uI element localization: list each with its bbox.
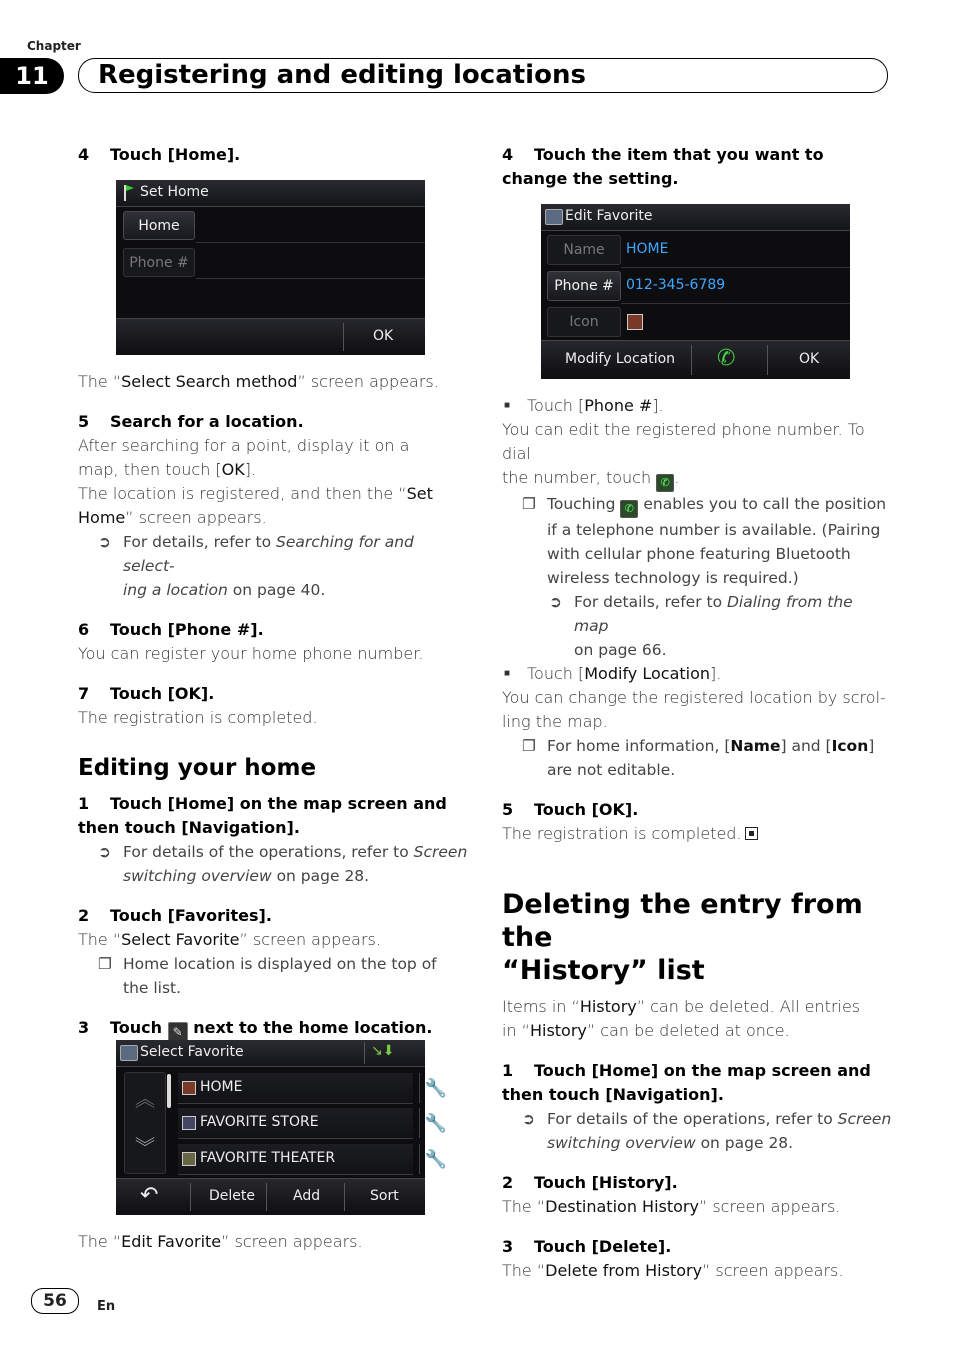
- paragraph: ling the map.: [502, 712, 608, 731]
- text: on page 66.: [574, 641, 667, 659]
- language-label: En: [97, 1299, 116, 1314]
- step-heading: [78, 1016, 468, 1042]
- screen-footer: [116, 318, 425, 355]
- checkbox-icon: ❐: [522, 495, 536, 513]
- reference-note: [502, 590, 892, 662]
- text: ” screen appears.: [239, 930, 381, 949]
- paragraph: You can edit the registered phone number. To dial: [502, 420, 865, 463]
- list-item[interactable]: [178, 1144, 413, 1175]
- text: with cellular phone featuring Bluetooth: [547, 545, 851, 563]
- bold-text: Set: [406, 484, 433, 503]
- bold-text: History: [529, 1021, 587, 1040]
- bold-text: Select Favorite: [121, 930, 240, 949]
- separator: [344, 1183, 345, 1211]
- step-number: 2: [78, 906, 90, 925]
- icon-button[interactable]: Icon: [547, 307, 621, 337]
- arrow-icon: ➲: [98, 533, 111, 551]
- text: For details, refer to: [574, 593, 727, 611]
- step-heading: [502, 1235, 892, 1259]
- sort-button[interactable]: Sort: [370, 1188, 399, 1204]
- screen-title: Select Favorite: [140, 1044, 244, 1060]
- text: The location is registered, and then the “: [78, 484, 407, 503]
- text: ” screen appears.: [698, 1197, 841, 1216]
- step-number: 5: [502, 800, 514, 819]
- nav-sort-icon[interactable]: ↘⬇: [371, 1043, 395, 1059]
- bold-text: History: [579, 997, 637, 1016]
- arrow-icon: ➲: [549, 593, 562, 611]
- paragraph: [502, 1019, 892, 1043]
- text: ” screen appears.: [702, 1261, 844, 1280]
- reference-note: [78, 840, 468, 888]
- text: For details of the operations, refer to: [547, 1110, 838, 1128]
- list-item-label: FAVORITE THEATER: [200, 1150, 336, 1166]
- paragraph: [78, 1230, 468, 1254]
- phone-call-icon: ✆: [656, 474, 674, 492]
- paragraph: The registration is completed.: [78, 708, 318, 727]
- text: The “: [502, 1197, 546, 1216]
- step-text: Touch [Delete].: [534, 1237, 672, 1256]
- phone-button[interactable]: Phone #: [123, 248, 195, 277]
- divider: [196, 278, 425, 279]
- set-home-screen: [116, 180, 425, 355]
- text: The “: [78, 372, 122, 391]
- step-number: 4: [78, 145, 90, 164]
- bold-text: Name: [730, 737, 781, 755]
- text: ” screen appears.: [221, 1232, 363, 1251]
- home-button[interactable]: Home: [123, 211, 195, 240]
- right-column: [502, 143, 892, 191]
- list-item[interactable]: [178, 1073, 413, 1104]
- section-title: Editing your home: [78, 755, 317, 781]
- text: Touch [: [527, 664, 585, 683]
- step-text: Search for a location.: [110, 412, 304, 431]
- italic-text: Dialing from the map: [574, 593, 853, 635]
- step-heading: [78, 682, 468, 706]
- step-text: Touch [Home].: [110, 145, 241, 164]
- italic-text: Searching for and select-: [123, 533, 414, 575]
- step-heading: [78, 904, 468, 928]
- step-text: Touch [Favorites].: [110, 906, 272, 925]
- step-text: Touch [History].: [534, 1173, 678, 1192]
- step-number: 3: [502, 1237, 514, 1256]
- text: The registration is completed.: [502, 824, 742, 843]
- text: ].: [652, 396, 664, 415]
- flag-icon: [122, 183, 136, 203]
- list-item-label: HOME: [200, 1079, 243, 1095]
- phone-call-icon[interactable]: ✆: [717, 346, 736, 371]
- text: Items in “: [502, 997, 580, 1016]
- step-text: Touch [Phone #].: [110, 620, 264, 639]
- bullet-item: [502, 394, 892, 418]
- step-text: Touch: [110, 1018, 163, 1037]
- italic-text: ing a location: [123, 581, 228, 599]
- screen-title: Edit Favorite: [565, 208, 653, 224]
- step-heading: [502, 1059, 892, 1083]
- text: wireless technology is required.): [547, 569, 799, 587]
- arrow-icon: ➲: [522, 1110, 535, 1128]
- chapter-title: Registering and editing locations: [98, 60, 586, 90]
- edit-wrench-icon[interactable]: 🔧: [419, 1108, 452, 1138]
- paragraph: [502, 1259, 892, 1283]
- italic-text: Screen: [413, 843, 468, 861]
- back-icon[interactable]: ↶: [140, 1183, 159, 1208]
- paragraph: You can register your home phone number.: [78, 644, 424, 663]
- step-text: Touch [OK].: [110, 684, 215, 703]
- wrench-icon: ✎: [168, 1022, 188, 1042]
- reference-note: [78, 530, 468, 602]
- bullet-icon: ■: [504, 668, 511, 679]
- bold-text: OK: [221, 460, 245, 479]
- bullet-icon: ■: [504, 400, 511, 411]
- chapter-number: 11: [0, 58, 64, 94]
- ok-button[interactable]: OK: [799, 351, 820, 367]
- step-number: 6: [78, 620, 90, 639]
- text: the number, touch: [502, 468, 652, 487]
- theater-icon: [182, 1152, 196, 1166]
- text: Home location is displayed on the top of: [123, 955, 437, 973]
- text: are not editable.: [547, 761, 676, 779]
- text: ].: [244, 460, 257, 479]
- store-icon: [182, 1116, 196, 1130]
- arrow-icon: ➲: [98, 843, 111, 861]
- separator: [691, 345, 692, 375]
- end-mark-icon: [745, 827, 758, 840]
- section-title: [502, 888, 892, 987]
- section-title-line: Deleting the entry from the: [502, 889, 863, 953]
- home-icon: [182, 1081, 196, 1095]
- bold-text: Home: [78, 508, 126, 527]
- edit-wrench-icon[interactable]: 🔧: [419, 1073, 452, 1103]
- right-column-cont: [502, 394, 892, 1283]
- text: on page 40.: [227, 581, 326, 599]
- phone-value: 012-345-6789: [626, 277, 726, 293]
- bold-text: Modify Location: [584, 664, 711, 683]
- select-favorite-screen: [116, 1040, 448, 1215]
- text: map, then touch [: [78, 460, 222, 479]
- scroll-up-icon[interactable]: ︽: [135, 1087, 155, 1111]
- step-heading: [78, 143, 468, 167]
- list-item-label: FAVORITE STORE: [200, 1114, 319, 1130]
- add-button[interactable]: Add: [293, 1188, 321, 1204]
- paragraph: [78, 928, 468, 952]
- edit-favorite-screen: [541, 204, 850, 379]
- step-heading: [502, 1171, 892, 1195]
- text: in “: [502, 1021, 530, 1040]
- text: enables you to call the position: [643, 495, 887, 513]
- text: The “: [78, 930, 122, 949]
- scroll-down-icon[interactable]: ︾: [135, 1135, 155, 1159]
- text: Touching: [547, 495, 616, 513]
- paragraph: [78, 458, 468, 482]
- text: on page 28.: [695, 1134, 794, 1152]
- bullet-item: [502, 662, 892, 686]
- separator: [343, 323, 344, 351]
- italic-text: switching overview: [123, 867, 272, 885]
- step-heading: [502, 798, 892, 822]
- bold-text: Select Search method: [121, 372, 298, 391]
- step-heading-cont: change the setting.: [502, 169, 679, 188]
- divider: [621, 267, 850, 268]
- scroll-control: [124, 1072, 166, 1174]
- text: ]: [868, 737, 875, 755]
- text: For details, refer to: [123, 533, 276, 551]
- delete-button[interactable]: Delete: [209, 1188, 255, 1204]
- step-text: next to the home location.: [193, 1018, 433, 1037]
- checkbox-icon: ❐: [98, 955, 112, 973]
- left-column-end: [78, 1230, 468, 1254]
- step-heading: [78, 792, 468, 816]
- paragraph: [502, 1195, 892, 1219]
- step-number: 5: [78, 412, 90, 431]
- step-number: 1: [502, 1061, 514, 1080]
- checkbox-icon: ❐: [522, 737, 536, 755]
- screen-footer: [541, 340, 850, 379]
- step-number: 3: [78, 1018, 90, 1037]
- paragraph: [78, 506, 468, 530]
- step-number: 1: [78, 794, 90, 813]
- separator: [767, 345, 768, 375]
- step-heading: [78, 410, 468, 434]
- paragraph: [78, 370, 468, 394]
- ok-button[interactable]: OK: [373, 328, 394, 344]
- bold-text: Icon: [831, 737, 869, 755]
- paragraph: [78, 482, 468, 506]
- text: For home information, [: [547, 737, 731, 755]
- screen-title: Set Home: [140, 184, 209, 200]
- modify-location-button[interactable]: Modify Location: [565, 351, 676, 367]
- italic-text: Screen: [837, 1110, 892, 1128]
- divider: [196, 242, 425, 243]
- text: ” screen appears.: [125, 508, 267, 527]
- left-column-cont: [78, 370, 468, 1042]
- paragraph: [502, 822, 892, 846]
- separator: [364, 1042, 365, 1064]
- screen-footer: [116, 1178, 425, 1215]
- edit-wrench-icon[interactable]: 🔧: [419, 1144, 452, 1174]
- text: on page 28.: [271, 867, 370, 885]
- step-heading-cont: then touch [Navigation].: [502, 1085, 724, 1104]
- text: Touch [: [527, 396, 585, 415]
- step-number: 2: [502, 1173, 514, 1192]
- text: After searching for a point, display it on a: [78, 436, 410, 455]
- home-icon: [627, 314, 643, 330]
- paragraph: [78, 434, 468, 458]
- reference-note: [502, 1107, 892, 1155]
- screen-title-bar: [116, 1040, 425, 1067]
- paragraph: the number, touch ✆ .: [502, 466, 892, 492]
- left-column: [78, 143, 468, 167]
- list-item[interactable]: [178, 1108, 413, 1139]
- paragraph: [502, 995, 892, 1019]
- phone-call-icon: ✆: [620, 500, 638, 518]
- step-heading: [502, 143, 892, 167]
- bold-text: Destination History: [545, 1197, 699, 1216]
- separator: [266, 1183, 267, 1211]
- folder-icon: [545, 209, 563, 225]
- text: The “: [78, 1232, 122, 1251]
- step-heading-cont: then touch [Navigation].: [78, 818, 300, 837]
- text: the list.: [123, 979, 182, 997]
- text: ” screen appears.: [297, 372, 439, 391]
- separator: [190, 1183, 191, 1211]
- text: For details of the operations, refer to: [123, 843, 414, 861]
- note: [78, 952, 468, 1000]
- italic-text: switching overview: [547, 1134, 696, 1152]
- phone-button[interactable]: Phone #: [547, 271, 621, 301]
- name-value: HOME: [626, 241, 669, 257]
- text: The “: [502, 1261, 546, 1280]
- text: ] and [: [780, 737, 832, 755]
- text: if a telephone number is available. (Pairing: [547, 521, 881, 539]
- page-number: 56: [31, 1288, 79, 1314]
- note: [502, 734, 892, 782]
- chapter-label: Chapter: [27, 39, 81, 53]
- bold-text: Edit Favorite: [121, 1232, 222, 1251]
- bold-text: Delete from History: [545, 1261, 703, 1280]
- step-text: Touch [Home] on the map screen and: [110, 794, 447, 813]
- step-text: Touch [Home] on the map screen and: [534, 1061, 871, 1080]
- step-text: Touch [OK].: [534, 800, 639, 819]
- name-button[interactable]: Name: [547, 235, 621, 265]
- divider: [621, 303, 850, 304]
- bold-text: Phone #: [584, 396, 653, 415]
- step-number: 4: [502, 145, 514, 164]
- step-heading: [78, 618, 468, 642]
- step-text: Touch the item that you want to: [534, 145, 824, 164]
- step-number: 7: [78, 684, 90, 703]
- section-title-line: “History” list: [502, 955, 705, 986]
- paragraph: You can change the registered location by scrol-: [502, 688, 886, 707]
- note: [502, 492, 892, 590]
- screen-title-bar: [116, 180, 425, 207]
- folder-icon: [120, 1045, 138, 1061]
- scrollbar-thumb[interactable]: [167, 1074, 171, 1108]
- text: ” can be deleted. All entries: [636, 997, 861, 1016]
- text: ” can be deleted at once.: [586, 1021, 790, 1040]
- screen-title-bar: [541, 204, 850, 231]
- text: ].: [710, 664, 722, 683]
